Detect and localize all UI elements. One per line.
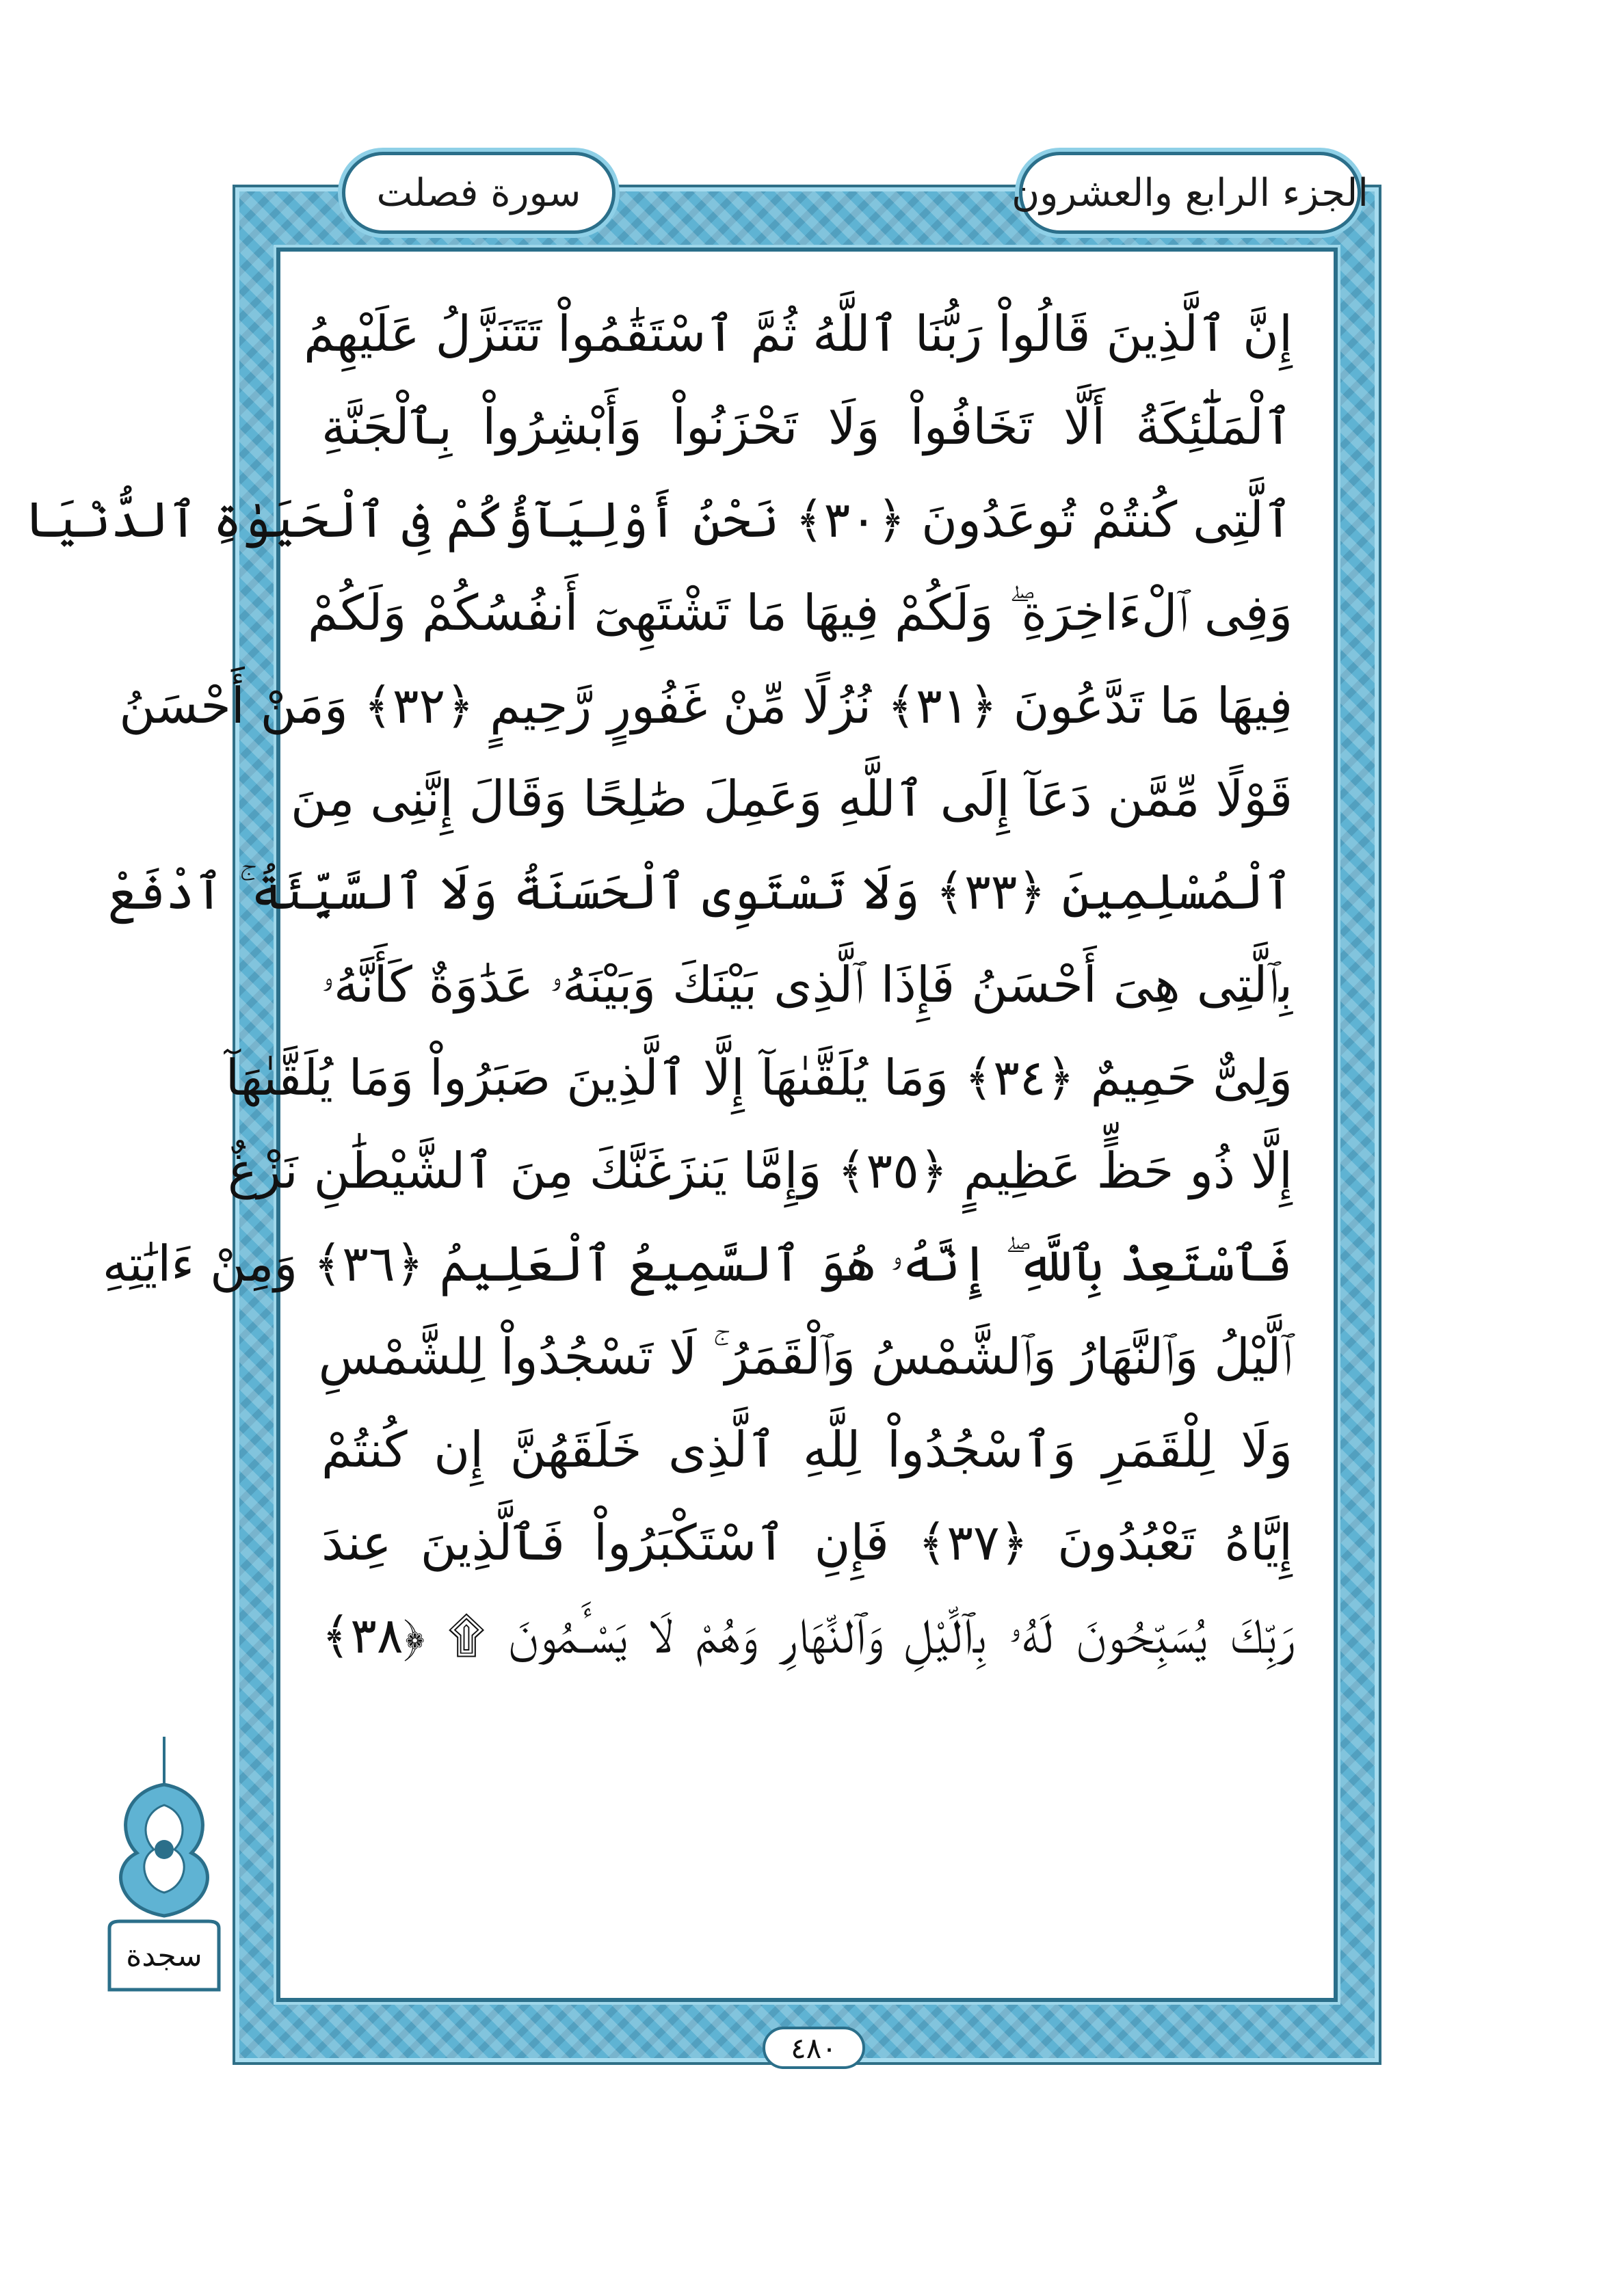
juz-title: الجزء الرابع والعشرون — [1011, 170, 1368, 215]
quran-line: بِٱلَّتِى هِىَ أَحْسَنُ فَإِذَا ٱلَّذِى بَيْنَكَ وَبَيْنَهُۥ عَدَٰوَةٌ كَأَنَّهُۥ — [321, 956, 1293, 1013]
quran-line: قَوْلًا مِّمَّن دَعَآ إِلَى ٱللَّهِ وَعَمِلَ صَٰلِحًا وَقَالَ إِنَّنِى مِنَ — [291, 770, 1293, 827]
sajdah-marker — [103, 1737, 226, 1997]
quran-line: رَبِّكَ يُسَبِّحُونَ لَهُۥ بِٱلَّيْلِ وَٱلنَّهَارِ وَهُمْ لَا يَسْـَٔمُونَ ۩ ﴿٣٨﴾ — [321, 1607, 1293, 1664]
quran-line: ٱلْمَلَٰٓئِكَةُ أَلَّا تَخَافُواْ وَلَا تَحْزَنُواْ وَأَبْشِرُواْ بِٱلْجَنَّةِ — [321, 398, 1293, 455]
quran-line: ٱلَّتِى كُنتُمْ تُوعَدُونَ ﴿٣٠﴾ نَحْنُ أَوْلِيَآؤُكُمْ فِى ٱلْحَيَوٰةِ ٱلدُّنْيَا — [24, 491, 1293, 548]
quran-line: فَٱسْتَعِذْ بِٱللَّهِ ۖ إِنَّهُۥ هُوَ ٱلسَّمِيعُ ٱلْعَلِيمُ ﴿٣٦﴾ وَمِنْ ءَايَٰتِهِ — [102, 1235, 1293, 1292]
quran-line: ٱلَّيْلُ وَٱلنَّهَارُ وَٱلشَّمْسُ وَٱلْقَمَرُ ۚ لَا تَسْجُدُواْ لِلشَّمْسِ — [318, 1328, 1293, 1385]
quran-line: إِلَّا ذُو حَظٍّ عَظِيمٍ ﴿٣٥﴾ وَإِمَّا يَنزَغَنَّكَ مِنَ ٱلشَّيْطَٰنِ نَزْغٌ — [227, 1142, 1293, 1199]
quran-line: وَفِى ٱلْءَاخِرَةِ ۖ وَلَكُمْ فِيهَا مَا تَشْتَهِىٓ أَنفُسُكُمْ وَلَكُمْ — [307, 584, 1293, 641]
page-number: ٤٨٠ — [763, 2027, 865, 2069]
sajdah-label: سجدة — [126, 1938, 202, 1973]
surah-title: سورة فصلت — [376, 170, 581, 215]
quran-line: وَلَا لِلْقَمَرِ وَٱسْجُدُواْ لِلَّهِ ٱلَّذِى خَلَقَهُنَّ إِن كُنتُمْ — [321, 1421, 1293, 1478]
quran-line: ٱلْمُسْلِمِينَ ﴿٣٣﴾ وَلَا تَسْتَوِى ٱلْحَسَنَةُ وَلَا ٱلسَّيِّئَةُ ۚ ٱدْفَعْ — [107, 863, 1293, 920]
quran-line: فِيهَا مَا تَدَّعُونَ ﴿٣١﴾ نُزُلًا مِّنْ غَفُورٍ رَّحِيمٍ ﴿٣٢﴾ وَمَنْ أَحْسَنُ — [119, 677, 1293, 734]
quran-line: وَلِىٌّ حَمِيمٌ ﴿٣٤﴾ وَمَا يُلَقَّىٰهَآ إِلَّا ٱلَّذِينَ صَبَرُواْ وَمَا يُلَقَّىٰهَآ — [225, 1049, 1293, 1106]
quran-line: إِيَّاهُ تَعْبُدُونَ ﴿٣٧﴾ فَإِنِ ٱسْتَكْبَرُواْ فَٱلَّذِينَ عِندَ — [321, 1514, 1293, 1571]
juz-header — [1011, 152, 1368, 234]
quran-line: إِنَّ ٱلَّذِينَ قَالُواْ رَبُّنَا ٱللَّهُ ثُمَّ ٱسْتَقَٰمُواْ تَتَنَزَّلُ عَلَيْهِمُ — [304, 305, 1293, 362]
surah-header — [342, 152, 616, 234]
